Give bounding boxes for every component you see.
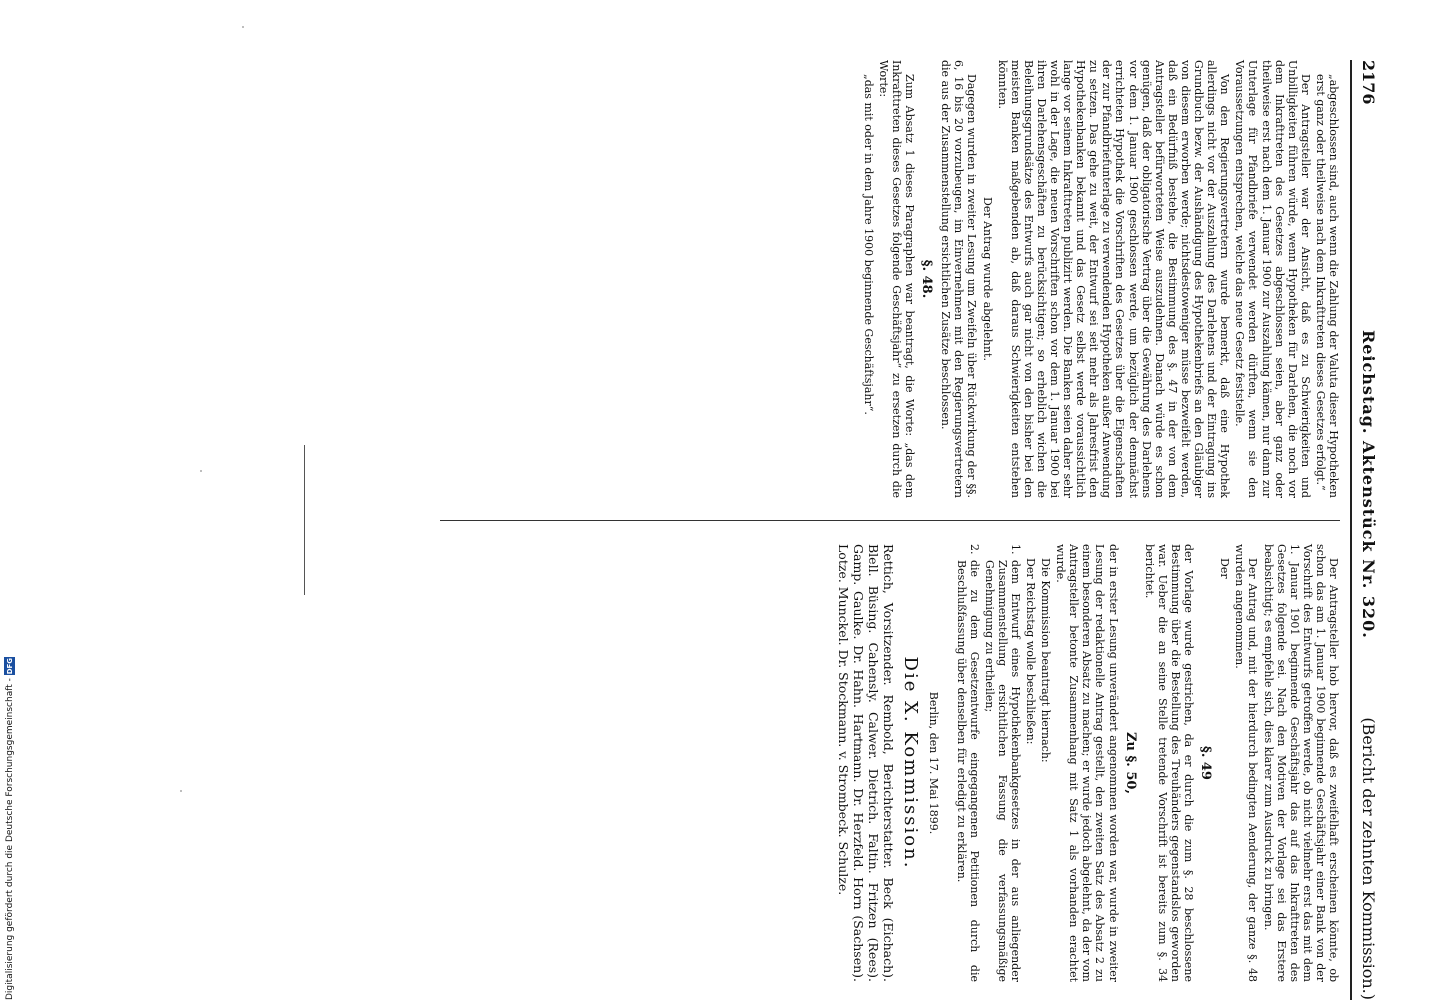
section-number: §. 50,: [1122, 755, 1138, 794]
paragraph: Der Antrag und, mit der hierdurch bedingten Aenderung, der ganze §. 48 wurden angenommen.: [1233, 544, 1260, 982]
member-list: Rettich, Vorsitzender. Rembold, Berichterstatter. Beck (Eichach). Blell. Büsing. Cahensly. Calwer. Dietrich. Faltin. Fritzen (Rees). Gamp. Gaulke. Dr. Hahn. Hartmann. Dr. Herzfeld. Horn (Sachsen). Lotze. Munckel. Dr. Stockmann. v. Strombeck. Schulze.: [836, 544, 897, 982]
running-subhead: (Bericht der zehnten Kommission.): [1359, 717, 1378, 1000]
paragraph: Der Antragsteller war der Ansicht, daß es zu Schwierigkeiten und Unbilligkeiten führen würde, wenn Hypotheken für Darlehen, die noch vor dem Inkrafttreten des Gesetzes abgeschlossen seien, aber ganz oder theilweise erst nach dem 1. Januar 1900 zur Auszahlung kämen, nur dann zur Unterlage für Pfandbriefe verwendet werden dürften, wenn sie den Voraussetzungen entsprechen, welche das neue Gesetz feststelle.: [1233, 60, 1312, 498]
list-item: [954, 544, 980, 982]
paragraph: Der Antrag wurde abgelehnt.: [980, 197, 994, 361]
margin-line: [304, 445, 305, 595]
rotated-document-page: [405, 60, 1380, 1000]
paragraph: Zum Absatz 1 dieses Paragraphen war beantragt, die Worte: „das dem Inkrafttreten dieses Gesetzes folgende Geschäftsjahr“ zu ersetzen durch die Worte:: [876, 60, 917, 498]
scan-speck: [180, 790, 182, 792]
list-item: [983, 544, 1022, 982]
list-number: 1.: [1008, 544, 1022, 555]
section-prefix: Zu: [1122, 732, 1138, 751]
digitization-footer: [4, 657, 15, 1000]
list-text: die zu dem Gesetzentwurfe eingegangenen Petitionen durch die Beschlußfassung über denselben für erledigt zu erklären.: [954, 560, 981, 982]
running-head: Reichstag. Aktenstück Nr. 320.: [1359, 330, 1378, 639]
signature-block: Die X. Kommission.: [900, 656, 922, 870]
article-word: Der: [1218, 558, 1232, 579]
section-heading: §. 49: [1198, 746, 1214, 780]
paragraph: Der Antragsteller hob hervor, daß es zweifelhaft erscheinen könnte, ob schon das am 1. Januar 1900 beginnende Geschäftsjahr einer Bank von der Vorschrift des Entwurfs getroffen werde, ob nicht vielmehr erst das mit dem 1. Januar 1901 beginnende Geschäftsjahr das auf das Inkrafttreten des Gesetzes folgende sei. Nach den Motiven der Vorlage sei das Erstere beabsichtigt; es empfehle sich, dies klarer zum Ausdruck zu bringen.: [1261, 544, 1340, 982]
page-number: 2176: [1359, 60, 1378, 105]
date-line: Berlin, den 17. Mai 1899.: [927, 691, 941, 835]
paragraph: der in erster Lesung unverändert angenommen worden war, wurde in zweiter Lesung der redaktionelle Antrag gestellt, den zweiten Satz des Absatz 2 zu einem besonderen Absatz zu machen; er wurde jedoch abgelehnt, da der vom Antragsteller betonte Zusammenhang mit Satz 1 als vorhanden erachtet wurde.: [1054, 544, 1120, 982]
section-heading: §. 48.: [919, 259, 935, 299]
footer-text: Digitalisierung gefördert durch die Deutsche Forschungsgemeinschaft -: [4, 678, 15, 1000]
paragraph: Die Kommission beantragt hiernach:: [1039, 558, 1053, 763]
section-heading-50: [1124, 544, 1137, 982]
dfg-logo-icon: DFG: [5, 657, 14, 675]
paragraph: Dagegen wurden in zweiter Lesung um Zweifeln über Rückwirkung der §§. 6, 16 bis 20 vorzubeugen, im Einvernehmen mit den Regierungsvertretern die aus der Zusammenstellung ersichtlichen Zusätze beschlossen.: [939, 60, 979, 498]
list-number: 2.: [967, 544, 981, 555]
right-column: [836, 544, 1340, 982]
resolution-list: [954, 544, 1021, 982]
paragraph: „das mit oder in dem Jahre 1900 beginnende Geschäftsjahr“.: [861, 74, 875, 415]
scan-speck: [200, 470, 202, 472]
scan-speck: [242, 26, 244, 28]
page-header: [1350, 60, 1380, 1000]
paragraph: Von den Regierungsvertretern wurde bemerkt, daß eine Hypothek allerdings nicht vor der Auszahlung des Darlehens und der Eintragung ins Grundbuch bezw. der Aushändigung des Hypothekenbriefs an den Gläubiger von diesem erworben werde; nichtsdestoweniger müsse bezweifelt werden, daß ein Bedürfniß bestehe, die Bestimmung des §. 47 in der von dem Antragsteller befürworteten Weise auszudehnen. Danach würde es schon genügen, daß der obligatorische Vertrag über die Gewährung des Darlehens vor dem 1. Januar 1900 geschlossen werde, um bezüglich der demnächst errichteten Hypothek die Vorschriften des Gesetzes über die Eigenschaften der zur Pfandbriefunterlage zu verwendenden Hypotheken außer Anwendung zu setzen. Das gehe zu weit, der Entwurf sei seit mehr als Jahresfrist den Hypothekenbanken bekannt und das Gesetz selbst werde voraussichtlich lange vor seinem Inkrafttreten publizirt werden. Die Banken seien daher sehr wohl in der Lage, die neuen Vorschriften schon vor dem 1. Januar 1900 bei ihren Darlehensgeschäften zu berücksichtigen; so erheblich wichen die Beleihungsgrundsätze des Entwurfs auch gar nicht von den bisher bei den meisten Banken maßgebenden ab, daß daraus Schwierigkeiten entstehen könnten.: [995, 60, 1232, 498]
paragraph-lead: [1218, 544, 1231, 982]
column-divider: [440, 520, 1340, 521]
left-column: [860, 60, 1340, 498]
paragraph: „abgeschlossen sind, auch wenn die Zahlung der Valuta dieser Hypotheken erst ganz oder theilweise nach dem Inkrafttreten dieses Gesetzes erfolgt.“: [1313, 74, 1340, 498]
paragraph: Der Reichstag wolle beschließen:: [1024, 558, 1038, 745]
list-text: dem Entwurf eines Hypothekenbankgesetzes in der aus anliegender Zusammenstellung ersichtlichen Fassung die verfassungsmäßige Genehmigung zu ertheilen;: [982, 560, 1022, 982]
paragraph: der Vorlage wurde gestrichen, da er durch die zum §. 28 beschlossene Bestimmung über die Bestellung des Treuhänders gegenstandslos geworden war. Ueber die an seine Stelle tretende Vorschrift ist bereits zum §. 34 berichtet.: [1142, 544, 1196, 982]
